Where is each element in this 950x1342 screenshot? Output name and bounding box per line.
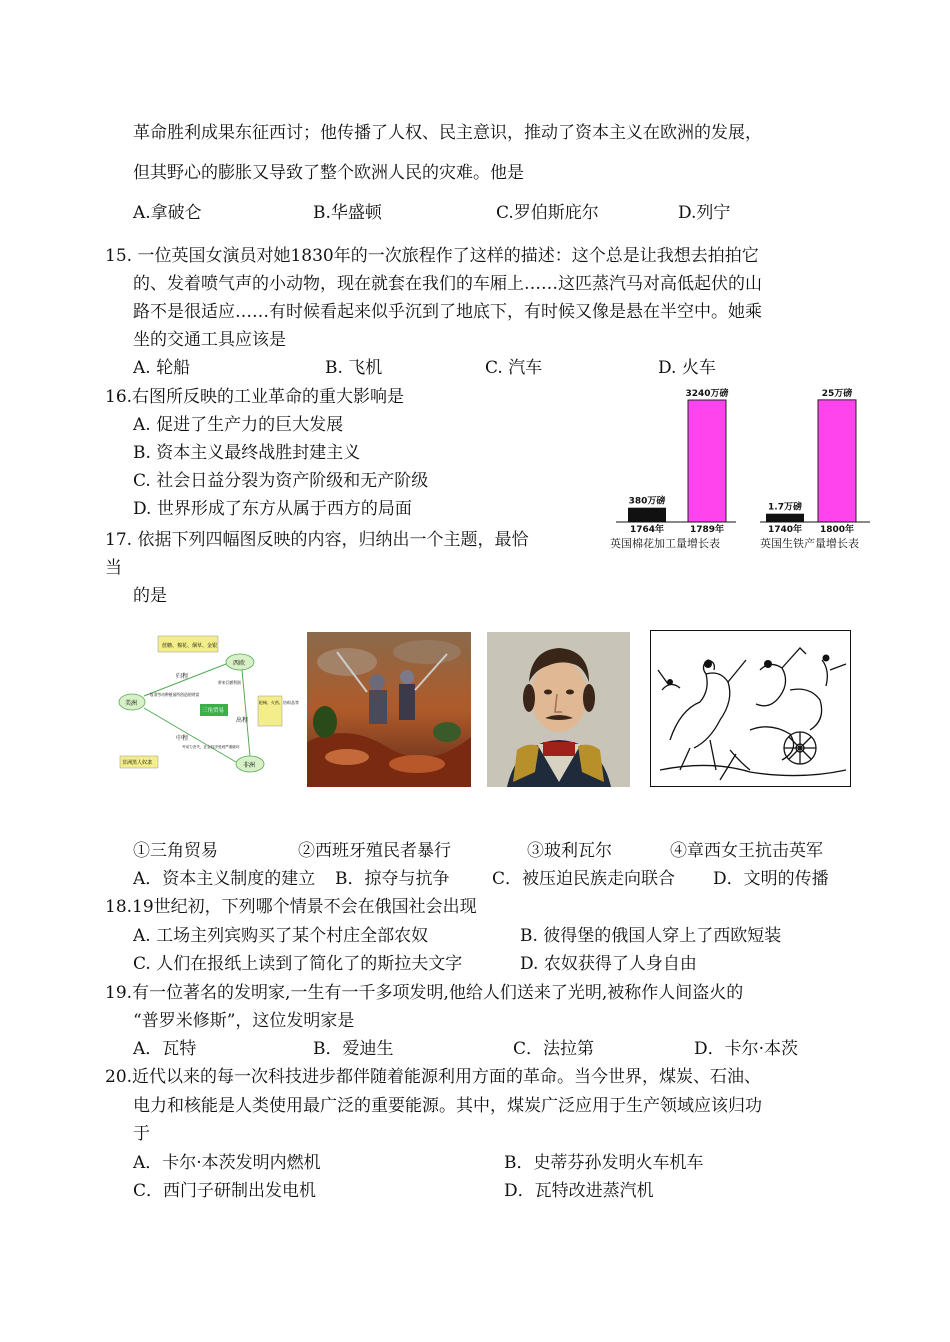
q15-option-b: B. 飞机 <box>325 358 383 378</box>
goods-right-label: 枪械、火药、纺织品等 <box>259 700 299 705</box>
q16-option-d: D. 世界形成了东方从属于西方的局面 <box>133 499 412 519</box>
chart-0-bar-1 <box>688 400 726 522</box>
q20-option-a: A．卡尔·本茨发明内燃机 <box>133 1153 321 1173</box>
q14-stem-line1: 革命胜利成果东征西讨；他传播了人权、民主意识，推动了资本主义在欧洲的发展， <box>133 123 762 143</box>
chart-1-bar-0 <box>766 514 804 522</box>
q15-stem-line1: 15. 一位英国女演员对她1830年的一次旅程作了这样的描述：这个总是让我想去拍拍它 <box>105 246 759 266</box>
europe-label: 西欧 <box>233 660 246 667</box>
q18-option-b: B. 彼得堡的俄国人穿上了西欧短装 <box>520 926 782 946</box>
note-corner-label: 非洲黑人奴隶 <box>122 760 153 766</box>
goods-top-label: 蔗糖、棉花、烟草、金银 <box>162 643 218 649</box>
q17-stem-line1: 17. 依据下列四幅图反映的内容，归纳出一个主题，最恰 <box>105 530 529 550</box>
note-left-label: 一奴隶劳动种植园所创造的财富 <box>146 692 200 697</box>
return-label: 归程 <box>176 673 189 680</box>
africa-label: 非洲 <box>243 762 256 769</box>
q20-option-c: C．西门子研制出发电机 <box>133 1181 317 1201</box>
note-top-label: 带来巨额利润 <box>218 680 241 685</box>
spanish-colonial-atrocity-painting <box>307 632 471 787</box>
q18-option-d: D. 农奴获得了人身自由 <box>520 954 697 974</box>
q17-option-a: A．资本主义制度的建立 <box>133 869 316 889</box>
q15-option-d: D. 火车 <box>658 358 716 378</box>
chart-1-value-label-1: 25万磅 <box>821 388 853 399</box>
cotton-chart <box>608 382 738 552</box>
q14-option-b: B.华盛顿 <box>313 203 382 223</box>
q19-stem-line1: 19.有一位著名的发明家,一生有一千多项发明,他给人们送来了光明,被称作人间盗火的 <box>105 983 744 1003</box>
q17-caption-3: ③玻利瓦尔 <box>527 841 612 861</box>
rani-lakshmibai-battle-sketch <box>650 630 851 787</box>
cotton-chart-title: 英国棉花加工量增长表 <box>610 537 720 550</box>
q15-stem-line2: 的、发着喷气声的小动物，现在就套在我们的车厢上……这匹蒸汽马对高低起伏的山 <box>133 274 762 294</box>
q17-caption-1: ①三角贸易 <box>133 841 218 861</box>
america-label: 美洲 <box>125 700 138 707</box>
q19-option-c: C．法拉第 <box>513 1039 595 1059</box>
q15-option-a: A. 轮船 <box>133 358 191 378</box>
q20-option-d: D．瓦特改进蒸汽机 <box>504 1181 654 1201</box>
q19-option-a: A．瓦特 <box>133 1039 197 1059</box>
middle-label: 中程 <box>176 735 189 742</box>
q14-stem-line2: 但其野心的膨胀又导致了整个欧洲人民的灾难。他是 <box>133 163 524 183</box>
chart-0-category-label-1: 1789年 <box>689 525 725 535</box>
chart-1-category-label-1: 1800年 <box>819 525 855 535</box>
q20-option-b: B．史蒂芬孙发明火车机车 <box>504 1153 704 1173</box>
q14-option-a: A.拿破仑 <box>133 203 202 223</box>
q17-option-d: D．文明的传播 <box>713 869 829 889</box>
note-bottom-label: 劳动力丧失，社会经济受到严重破坏 <box>182 745 240 749</box>
q18-option-c: C. 人们在报纸上读到了简化了的斯拉夫文字 <box>133 954 463 974</box>
q15-stem-line4: 坐的交通工具应该是 <box>133 330 286 350</box>
q20-stem-line2: 电力和核能是人类使用最广泛的重要能源。其中，煤炭广泛应用于生产领域应该归功 <box>133 1096 762 1116</box>
q19-option-d: D．卡尔·本茨 <box>694 1039 799 1059</box>
q16-option-b: B. 资本主义最终战胜封建主义 <box>133 443 361 463</box>
q17-stem-line2: 当 <box>105 558 122 578</box>
chart-0-category-label-0: 1764年 <box>629 525 665 535</box>
q16-option-c: C. 社会日益分裂为资产阶级和无产阶级 <box>133 471 429 491</box>
q18-option-a: A. 工场主列宾购买了某个村庄全部农奴 <box>133 926 429 946</box>
q19-stem-line2: “普罗米修斯”，这位发明家是 <box>133 1011 355 1031</box>
q20-stem-line3: 于 <box>133 1124 150 1144</box>
iron-chart-title: 英国生铁产量增长表 <box>760 537 859 550</box>
iron-chart <box>752 382 872 552</box>
q18-stem: 18.19世纪初，下列哪个情景不会在俄国社会出现 <box>105 897 477 917</box>
chart-0-value-label-1: 3240万磅 <box>685 389 729 400</box>
chart-1-category-label-0: 1740年 <box>767 525 803 535</box>
out-label: 出程 <box>236 717 249 724</box>
chart-0-value-label-0: 380万磅 <box>628 496 666 507</box>
q16-stem: 16.右图所反映的工业革命的重大影响是 <box>105 387 405 407</box>
q16-option-a: A. 促进了生产力的巨大发展 <box>133 415 344 435</box>
q15-stem-line3: 路不是很适应……有时候看起来似乎沉到了地底下，有时候又像是悬在半空中。她乘 <box>133 302 762 322</box>
q17-caption-4: ④章西女王抗击英军 <box>670 841 823 861</box>
triangle-trade-diagram <box>118 632 299 787</box>
q14-option-c: C.罗伯斯庇尔 <box>496 203 599 223</box>
q17-caption-2: ②西班牙殖民者暴行 <box>298 841 451 861</box>
bolivar-portrait <box>487 632 630 787</box>
q17-stem-line3: 的是 <box>133 586 167 606</box>
chart-0-bar-0 <box>628 508 666 522</box>
chart-1-bar-1 <box>818 400 856 522</box>
q17-option-c: C．被压迫民族走向联合 <box>492 869 676 889</box>
q17-option-b: B．掠夺与抗争 <box>335 869 450 889</box>
q19-option-b: B．爱迪生 <box>313 1039 394 1059</box>
center-label: 三角贸易 <box>202 708 225 714</box>
q14-option-d: D.列宁 <box>678 203 731 223</box>
q20-stem-line1: 20.近代以来的每一次科技进步都伴随着能源利用方面的革命。当今世界，煤炭、石油、 <box>105 1067 762 1087</box>
chart-1-value-label-0: 1.7万磅 <box>768 502 802 513</box>
q15-option-c: C. 汽车 <box>485 358 543 378</box>
